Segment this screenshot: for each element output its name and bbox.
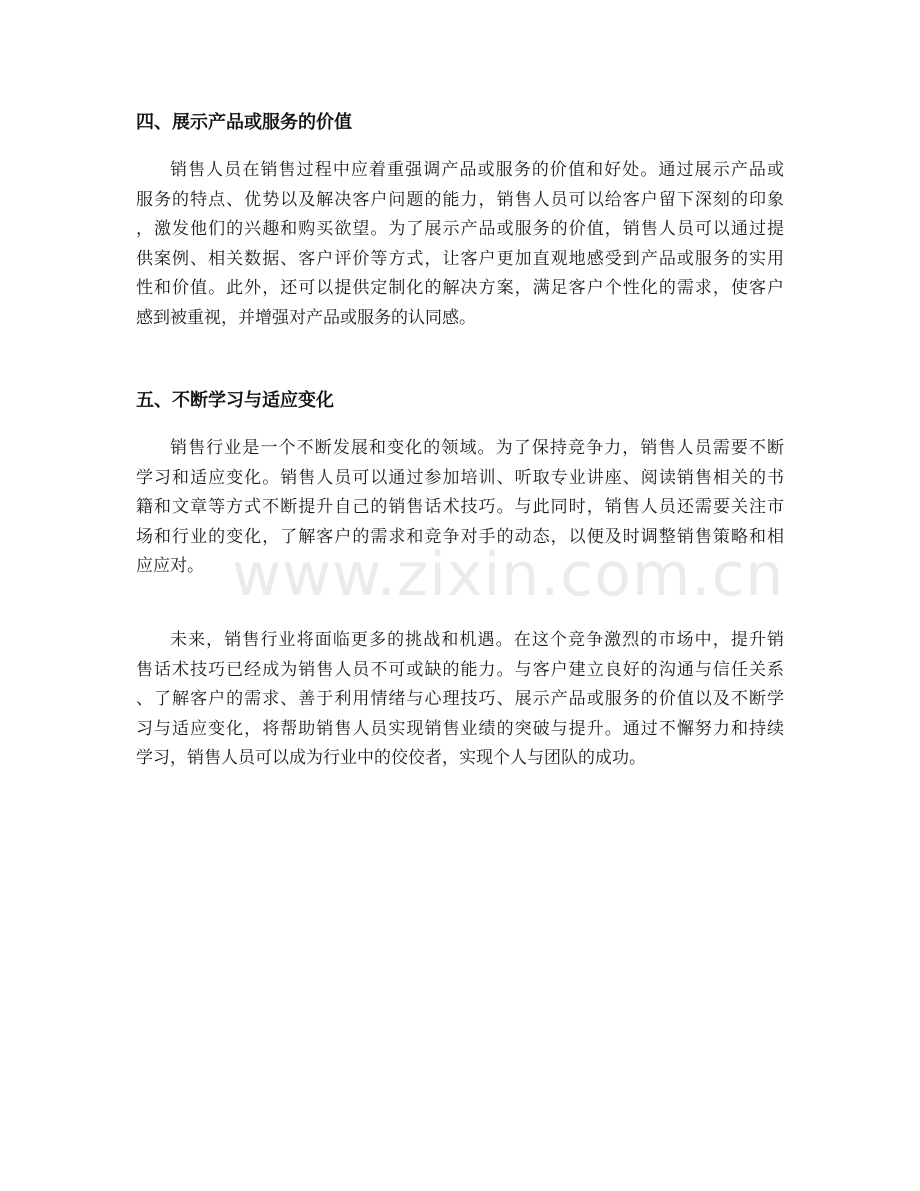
section-heading-4: 四、展示产品或服务的价值	[136, 112, 352, 133]
paragraph-line: 售话术技巧已经成为销售人员不可或缺的能力。与客户建立良好的沟通与信任关系	[136, 659, 784, 680]
section-5-paragraph	[136, 434, 784, 582]
paragraph-line: 供案例、相关数据、客户评价等方式，让客户更加直观地感受到产品或服务的实用	[136, 248, 784, 269]
watermark: www.zixin.com.cn	[232, 540, 785, 610]
paragraph-line: 习与适应变化，将帮助销售人员实现销售业绩的突破与提升。通过不懈努力和持续	[136, 718, 784, 739]
paragraph-line: 学习，销售人员可以成为行业中的佼佼者，实现个人与团队的成功。	[136, 748, 646, 768]
paragraph-line: 未来，销售行业将面临更多的挑战和机遇。在这个竞争激烈的市场中，提升销	[170, 630, 784, 650]
conclusion-paragraph	[136, 626, 784, 774]
paragraph-line: 学习和适应变化。销售人员可以通过参加培训、听取专业讲座、阅读销售相关的书	[136, 467, 784, 488]
paragraph-line: 服务的特点、优势以及解决客户问题的能力，销售人员可以给客户留下深刻的印象	[136, 189, 784, 210]
paragraph-line: 应应对。	[136, 556, 204, 576]
paragraph-line: 销售人员在销售过程中应着重强调产品或服务的价值和好处。通过展示产品或	[170, 160, 784, 180]
section-heading-5: 五、不断学习与适应变化	[136, 390, 334, 411]
paragraph-line: 、了解客户的需求、善于利用情绪与心理技巧、展示产品或服务的价值以及不断学	[136, 689, 784, 709]
paragraph-line: 感到被重视，并增强对产品或服务的认同感。	[136, 307, 476, 328]
paragraph-line: 场和行业的变化，了解客户的需求和竞争对手的动态，以便及时调整销售策略和相	[136, 526, 784, 547]
section-4-paragraph	[136, 156, 784, 333]
paragraph-line: 籍和文章等方式不断提升自己的销售话术技巧。与此同时，销售人员还需要关注市	[136, 497, 784, 517]
paragraph-line: ，激发他们的兴趣和购买欲望。为了展示产品或服务的价值，销售人员可以通过提	[136, 219, 784, 239]
paragraph-line: 销售行业是一个不断发展和变化的领域。为了保持竞争力，销售人员需要不断	[170, 438, 784, 458]
paragraph-line: 性和价值。此外，还可以提供定制化的解决方案，满足客户个性化的需求，使客户	[136, 278, 784, 298]
